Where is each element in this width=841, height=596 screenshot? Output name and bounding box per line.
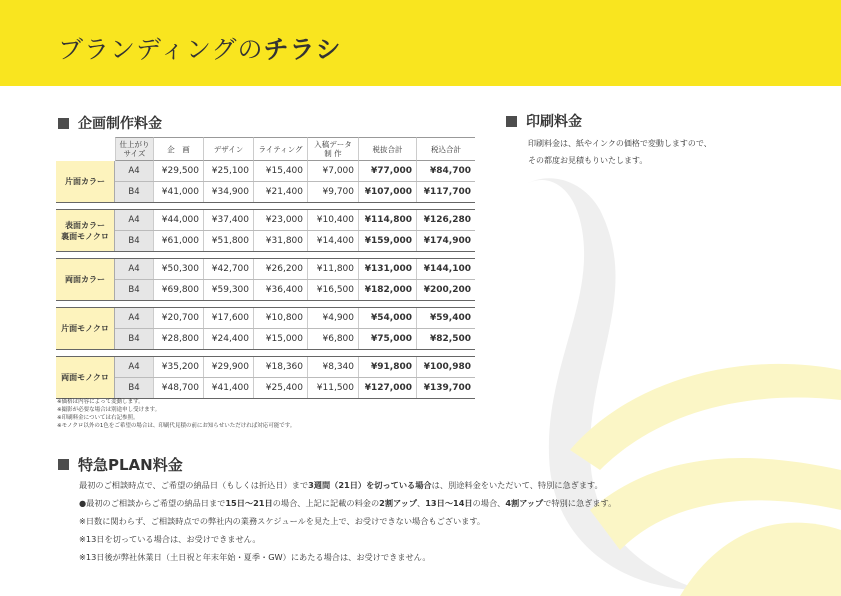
note-line: ※撮影が必要な場合は別途申し受けます。 — [57, 407, 161, 413]
cell-total-excl: ¥107,000 — [358, 182, 416, 202]
cell-total-excl: ¥54,000 — [358, 308, 416, 328]
cell-total-incl: ¥174,900 — [416, 231, 475, 251]
note-line: ※印刷料金については右記参照。 — [57, 415, 139, 421]
cell-plan: ¥35,200 — [153, 357, 203, 377]
cell-plan: ¥50,300 — [153, 259, 203, 279]
group-label: 表面カラー 裏面モノクロ — [56, 210, 115, 251]
plan-line-4: ※13日を切っている場合は、お受けできません。 — [79, 534, 261, 544]
cell-plan: ¥20,700 — [153, 308, 203, 328]
cell-design: ¥17,600 — [203, 308, 253, 328]
printing-description: 印刷料金は、紙やインクの価格で変動しますので、 その都度お見積もりいたします。 — [528, 139, 712, 165]
cell-writing: ¥36,400 — [253, 280, 307, 300]
cell-input: ¥11,800 — [307, 259, 358, 279]
header-total-excl: 税抜合計 — [358, 137, 416, 161]
cell-total-incl: ¥144,100 — [416, 259, 475, 279]
table-group — [56, 258, 475, 301]
table-row — [115, 308, 475, 328]
cell-input: ¥10,400 — [307, 210, 358, 230]
cell-total-incl: ¥59,400 — [416, 308, 475, 328]
cell-plan: ¥41,000 — [153, 182, 203, 202]
cell-design: ¥25,100 — [203, 161, 253, 181]
cell-size: A4 — [115, 308, 153, 328]
cell-plan: ¥69,800 — [153, 280, 203, 300]
table-group — [56, 307, 475, 350]
header-size: 仕上がり サイズ — [115, 137, 153, 161]
group-label: 両面モノクロ — [56, 357, 115, 398]
header-writing: ライティング — [253, 137, 307, 161]
header-design: デザイン — [203, 137, 253, 161]
cell-input: ¥8,340 — [307, 357, 358, 377]
express-plan-text — [79, 476, 616, 566]
cell-input: ¥6,800 — [307, 329, 358, 349]
cell-size: B4 — [115, 378, 153, 398]
planning-price-table — [56, 137, 475, 399]
table-row — [115, 230, 475, 251]
plan-line-3: ※日数に関わらず、ご相談時点での弊社内の業務スケジュールを見た上で、お受けできない場合もございます。 — [79, 516, 486, 526]
cell-total-excl: ¥75,000 — [358, 329, 416, 349]
cell-input: ¥7,000 — [307, 161, 358, 181]
cell-total-incl: ¥139,700 — [416, 378, 475, 398]
table-row — [115, 279, 475, 300]
cell-size: A4 — [115, 357, 153, 377]
table-header — [56, 137, 475, 161]
cell-writing: ¥23,000 — [253, 210, 307, 230]
cell-plan: ¥48,700 — [153, 378, 203, 398]
cell-input: ¥9,700 — [307, 182, 358, 202]
table-row — [115, 181, 475, 202]
cell-design: ¥34,900 — [203, 182, 253, 202]
cell-total-excl: ¥182,000 — [358, 280, 416, 300]
cell-size: B4 — [115, 329, 153, 349]
cell-total-incl: ¥84,700 — [416, 161, 475, 181]
cell-total-excl: ¥127,000 — [358, 378, 416, 398]
cell-design: ¥59,300 — [203, 280, 253, 300]
cell-size: A4 — [115, 259, 153, 279]
group-label: 片面カラー — [56, 161, 115, 202]
cell-design: ¥29,900 — [203, 357, 253, 377]
bullet-square — [58, 118, 69, 129]
header-total-incl: 税込合計 — [416, 137, 475, 161]
cell-design: ¥42,700 — [203, 259, 253, 279]
cell-writing: ¥31,800 — [253, 231, 307, 251]
cell-size: B4 — [115, 231, 153, 251]
bullet-square — [506, 116, 517, 127]
cell-input: ¥11,500 — [307, 378, 358, 398]
cell-design: ¥37,400 — [203, 210, 253, 230]
group-label: 片面モノクロ — [56, 308, 115, 349]
express-plan-heading: 特急PLAN料金 — [58, 454, 183, 475]
bullet-square — [58, 459, 69, 470]
cell-input: ¥14,400 — [307, 231, 358, 251]
cell-writing: ¥18,360 — [253, 357, 307, 377]
cell-total-excl: ¥77,000 — [358, 161, 416, 181]
cell-size: A4 — [115, 210, 153, 230]
cell-design: ¥24,400 — [203, 329, 253, 349]
planning-heading: 企画制作料金 — [58, 113, 162, 133]
cell-writing: ¥21,400 — [253, 182, 307, 202]
plan-line-2: ●最初のご相談からご希望の納品日まで15日〜21日の場合、上記に記載の料金の2割アップ、13日〜14日の場合、4割アップで特別に急ぎます。 — [79, 498, 617, 508]
cell-plan: ¥44,000 — [153, 210, 203, 230]
table-row — [115, 377, 475, 398]
cell-size: A4 — [115, 161, 153, 181]
header-blank — [56, 137, 115, 161]
header-plan: 企 画 — [153, 137, 203, 161]
cell-writing: ¥15,400 — [253, 161, 307, 181]
table-row — [115, 328, 475, 349]
group-label: 両面カラー — [56, 259, 115, 300]
table-row — [115, 259, 475, 279]
plan-line-1: 最初のご相談時点で、ご希望の納品日（もしくは折込日）まで3週間（21日）を切っている場合は、別途料金をいただいて、特別に急ぎます。 — [79, 480, 603, 490]
cell-total-excl: ¥114,800 — [358, 210, 416, 230]
cell-size: B4 — [115, 280, 153, 300]
table-row — [115, 161, 475, 181]
cell-total-incl: ¥82,500 — [416, 329, 475, 349]
cell-plan: ¥29,500 — [153, 161, 203, 181]
cell-input: ¥16,500 — [307, 280, 358, 300]
planning-notes — [57, 398, 295, 430]
header-input-data: 入稿データ 制 作 — [307, 137, 358, 161]
cell-writing: ¥26,200 — [253, 259, 307, 279]
cell-total-incl: ¥100,980 — [416, 357, 475, 377]
cell-plan: ¥28,800 — [153, 329, 203, 349]
cell-writing: ¥10,800 — [253, 308, 307, 328]
cell-writing: ¥25,400 — [253, 378, 307, 398]
cell-total-incl: ¥126,280 — [416, 210, 475, 230]
cell-writing: ¥15,000 — [253, 329, 307, 349]
table-row — [115, 357, 475, 377]
table-group — [56, 356, 475, 399]
printing-heading: 印刷料金 — [506, 111, 582, 131]
cell-total-excl: ¥91,800 — [358, 357, 416, 377]
plan-line-5: ※13日後が弊社休業日（土日祝と年末年始・夏季・GW）にあたる場合は、お受けできません。 — [79, 552, 431, 562]
cell-total-incl: ¥117,700 — [416, 182, 475, 202]
cell-input: ¥4,900 — [307, 308, 358, 328]
note-line: ※価格は内容によって変動します。 — [57, 399, 144, 405]
cell-total-excl: ¥131,000 — [358, 259, 416, 279]
cell-design: ¥51,800 — [203, 231, 253, 251]
table-row — [115, 210, 475, 230]
note-line: ※モノクロ以外の1色をご希望の場合は、印刷代見積の前にお知らせいただければ対応可能です。 — [57, 423, 296, 429]
cell-total-incl: ¥200,200 — [416, 280, 475, 300]
page-title: ブランディングのチラシ — [58, 35, 342, 64]
cell-plan: ¥61,000 — [153, 231, 203, 251]
table-group — [56, 161, 475, 203]
header-banner — [0, 0, 841, 86]
table-group — [56, 209, 475, 252]
cell-design: ¥41,400 — [203, 378, 253, 398]
cell-size: B4 — [115, 182, 153, 202]
cell-total-excl: ¥159,000 — [358, 231, 416, 251]
